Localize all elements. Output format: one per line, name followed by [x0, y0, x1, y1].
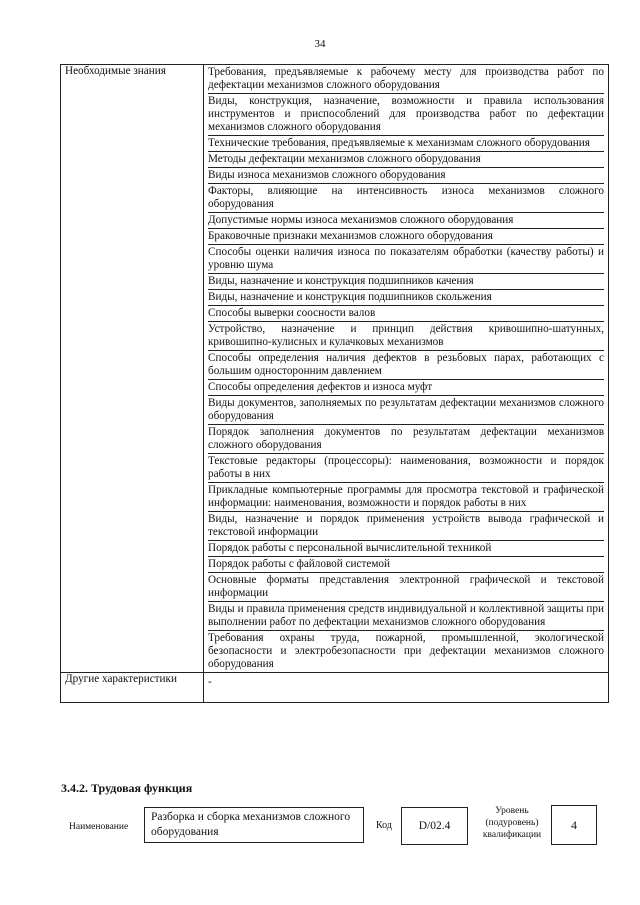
knowledge-item: Методы дефектации механизмов сложного оборудования — [208, 152, 604, 168]
knowledge-item: Порядок работы с файловой системой — [208, 557, 604, 573]
name-label: Наименование — [69, 822, 129, 832]
knowledge-item: Способы определения наличия дефектов в резьбовых парах, работающих с большим односторонним давлением — [208, 351, 604, 380]
knowledge-item: Способы определения дефектов и износа муфт — [208, 380, 604, 396]
knowledge-item: Прикладные компьютерные программы для просмотра текстовой и графической информации: наименования, возможности и порядок работы в них — [208, 483, 604, 512]
section-heading: 3.4.2. Трудовая функция — [61, 781, 193, 795]
level-value: 4 — [551, 805, 597, 845]
table-row — [61, 673, 609, 703]
knowledge-item: Порядок заполнения документов по результатам дефектации механизмов сложного оборудования — [208, 425, 604, 454]
other-value: - — [204, 673, 609, 703]
knowledge-item: Способы оценки наличия износа по показателям обработки (качеству работы) и уровню шума — [208, 245, 604, 274]
knowledge-table — [60, 64, 609, 703]
knowledge-item: Требования, предъявляемые к рабочему месту для производства работ по дефектации механизмов сложного оборудования — [208, 65, 604, 94]
name-value: Разборка и сборка механизмов сложного оборудования — [144, 807, 364, 843]
knowledge-item: Виды, назначение и конструкция подшипников качения — [208, 274, 604, 290]
knowledge-item: Браковочные признаки механизмов сложного оборудования — [208, 229, 604, 245]
knowledge-item: Основные форматы представления электронной графической и текстовой информации — [208, 573, 604, 602]
knowledge-item: Технические требования, предъявляемые к механизмам сложного оборудования — [208, 136, 604, 152]
other-label: Другие характеристики — [61, 673, 204, 703]
code-label: Код — [376, 820, 392, 831]
knowledge-item: Виды, конструкция, назначение, возможности и правила использования инструментов и приспособлений для производства работ по дефектации механизмов сложного оборудования — [208, 94, 604, 136]
knowledge-item: Требования охраны труда, пожарной, промышленной, экологической безопасности и электробезопасности при дефектации механизмов сложного оборудования — [208, 632, 604, 670]
knowledge-label: Необходимые знания — [61, 65, 204, 673]
knowledge-item: Способы выверки соосности валов — [208, 306, 604, 322]
knowledge-item: Текстовые редакторы (процессоры): наименования, возможности и порядок работы в них — [208, 454, 604, 483]
knowledge-item: Допустимые нормы износа механизмов сложного оборудования — [208, 213, 604, 229]
knowledge-items-cell — [204, 65, 609, 673]
knowledge-item: Устройство, назначение и принцип действия кривошипно-шатунных, кривошипно-кулисных и кулачковых механизмов — [208, 322, 604, 351]
table-row — [61, 65, 609, 673]
knowledge-item: Виды износа механизмов сложного оборудования — [208, 168, 604, 184]
code-value: D/02.4 — [401, 807, 468, 845]
knowledge-item: Виды, назначение и конструкция подшипников скольжения — [208, 290, 604, 306]
labor-function-header — [60, 807, 610, 852]
knowledge-item: Виды, назначение и порядок применения устройств вывода графической и текстовой информации — [208, 512, 604, 541]
level-label: Уровень (подуровень) квалификации — [482, 806, 542, 840]
knowledge-items-list — [204, 65, 608, 672]
knowledge-item: Виды и правила применения средств индивидуальной и коллективной защиты при выполнении работ по дефектации механизмов сложного оборудования — [208, 602, 604, 631]
knowledge-item: Порядок работы с персональной вычислительной техникой — [208, 541, 604, 557]
page-number: 34 — [314, 38, 326, 50]
knowledge-item: Факторы, влияющие на интенсивность износа механизмов сложного оборудования — [208, 184, 604, 213]
knowledge-item: Виды документов, заполняемых по результатам дефектации механизмов сложного оборудования — [208, 396, 604, 425]
